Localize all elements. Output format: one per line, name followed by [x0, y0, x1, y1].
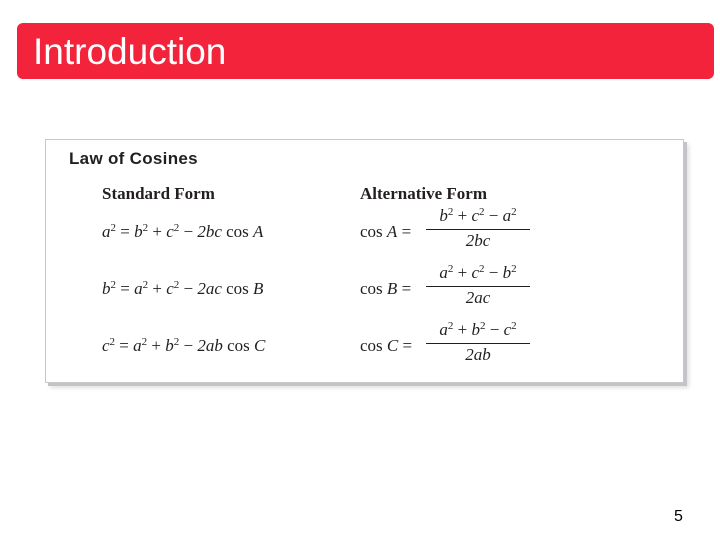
- fraction-numerator: $a^2 + c^2 - b^2$: [439, 263, 517, 282]
- alternative-formula-a: [360, 206, 560, 256]
- page-number: 5: [674, 508, 683, 525]
- alternative-lhs: cos B =: [360, 279, 412, 298]
- alternative-formula-c: [360, 320, 560, 370]
- slide-title: Introduction: [33, 31, 227, 72]
- alternative-lhs: cos A =: [360, 222, 412, 241]
- standard-formula-c: $c^2 = a^2 + b^2 - 2ab$ cos C: [102, 336, 266, 355]
- fraction-numerator: $b^2 + c^2 - a^2$: [439, 206, 517, 225]
- alternative-formula-b: [360, 263, 560, 313]
- standard-formula-a: $a^2 = b^2 + c^2 - 2bc$ cos A: [102, 222, 264, 241]
- fraction-bar: [426, 229, 530, 230]
- standard-form-heading: Standard Form: [102, 184, 215, 203]
- fraction-bar: [426, 343, 530, 344]
- box-title: Law of Cosines: [69, 149, 198, 168]
- fraction-bar: [426, 286, 530, 287]
- law-of-cosines-box: [45, 139, 684, 383]
- title-bar: [17, 23, 714, 79]
- alternative-form-heading: Alternative Form: [360, 184, 487, 203]
- fraction-numerator: $a^2 + b^2 - c^2$: [439, 320, 517, 339]
- fraction-denominator: 2bc: [465, 231, 491, 250]
- alternative-lhs: cos C =: [360, 336, 413, 355]
- fraction-denominator: 2ac: [465, 288, 491, 307]
- standard-formula-b: $b^2 = a^2 + c^2 - 2ac$ cos B: [102, 279, 264, 298]
- fraction-denominator: 2ab: [465, 345, 491, 364]
